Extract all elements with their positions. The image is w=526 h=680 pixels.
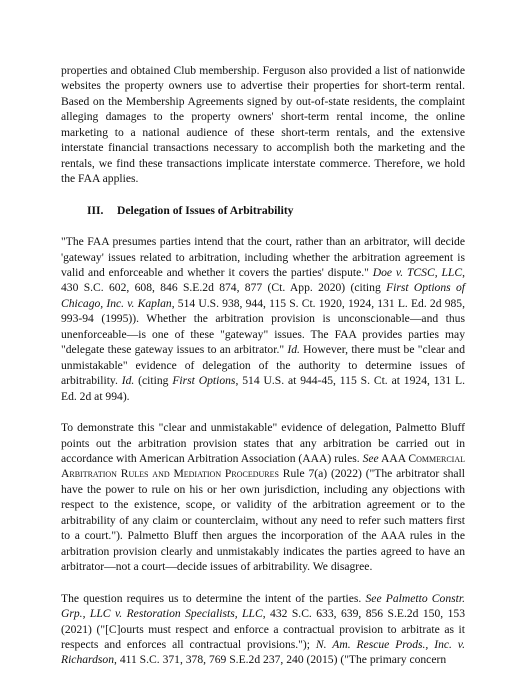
section-heading xyxy=(61,203,465,218)
paragraph-2 xyxy=(61,234,465,404)
text-run: AAA xyxy=(378,451,409,465)
citation-signal: See xyxy=(362,451,379,465)
text-run: To demonstrate this "clear and unmistakable" evidence of delegation, Palmetto Bluff points out the arbitration provision states that any arbitration be carried out in accordance with American Arbitration Association (AAA) rules. xyxy=(61,421,465,465)
paragraph-3 xyxy=(61,420,465,575)
text-run: However, there must be "clear and unmistakable" evidence of delegation of the authority to determine issues of arbitrability. xyxy=(61,343,465,388)
paragraph-4 xyxy=(61,591,465,668)
spacer xyxy=(61,218,465,234)
text-run: The question requires us to determine the intent of the parties. xyxy=(61,591,366,605)
case-citation: Doe v. TCSC, LLC xyxy=(372,265,463,279)
citation-signal: Id. xyxy=(121,374,135,388)
case-citation: First Options of Chicago, Inc. v. Kaplan xyxy=(61,281,465,310)
case-citation: See Palmetto Constr. Grp., LLC v. Restoration Specialists, LLC xyxy=(61,591,465,621)
text-run: (citing xyxy=(134,374,173,388)
case-citation: N. Am. Rescue Prods., Inc. v. Richardson xyxy=(61,637,465,667)
section-number: III. xyxy=(87,203,104,217)
text-run: , 514 U.S. 938, 944, 115 S. Ct. 1920, 1924, 131 L. Ed. 2d 985, 993-94 (1995)). Whether the arbitration provision is unconscionable—and thus unenforceable—is one of these "gateway" issues. The FAA provides parties may "delegate these gateway issues to an arbitrator." xyxy=(61,296,465,357)
text-run: "The FAA presumes parties intend that the court, rather than an arbitrator, will decide 'gateway' issues related to arbitration, including whether the arbitration agreement is valid and enforceable and whether it covers the parties' dispute." xyxy=(61,235,465,279)
spacer xyxy=(61,404,465,420)
paragraph-1: properties and obtained Club membership. Ferguson also provided a list of nationwide websites the property owners use to advertise their properties for short-term rental. Based on the Membership Agreements signed by out-of-state residents, the complaint alleging damages to the property owners' short-term rental income, the online marketing to a national audience of these short-term rentals, and the extensive interstate financial transactions necessary to accomplish both the marketing and the rentals, we find these transactions implicate interstate commerce. Therefore, we hold the FAA applies. xyxy=(61,64,465,186)
spacer xyxy=(61,575,465,591)
rules-title: Commercial Arbitration Rules and Mediation Procedures xyxy=(61,451,465,481)
section-title: Delegation of Issues of Arbitrability xyxy=(117,203,294,217)
case-citation: First Options xyxy=(172,374,236,388)
text-run: , 432 S.C. 633, 639, 856 S.E.2d 150, 153 (2021) ("[C]ourts must respect and enforce a contractual provision to arbitrate as it respects and enforces all contractual provisions."); xyxy=(61,607,465,651)
text-run: , 430 S.C. 602, 608, 846 S.E.2d 874, 877 (Ct. App. 2020) (citing xyxy=(61,265,466,295)
citation-signal: Id. xyxy=(287,343,300,357)
text-run: Rule 7(a) (2022) ("The arbitrator shall have the power to rule on his or her own jurisdiction, including any objections with respect to the existence, scope, or validity of the arbitration agreement or to the arbitrability of any claim or counterclaim, without any need to refer such matters first to a court."). Palmetto Bluff then argues the incorporation of the AAA rules in the arbitration provision clearly and unmistakably indicates the parties agreed to have an arbitrator—not a court—decide issues of arbitrability. We disagree. xyxy=(61,467,465,574)
text-run: , 411 S.C. 371, 378, 769 S.E.2d 237, 240 (2015) ("The primary concern xyxy=(114,653,447,667)
text-run: , 514 U.S. at 944-45, 115 S. Ct. at 1924, 131 L. Ed. 2d at 994). xyxy=(61,374,465,403)
spacer xyxy=(61,187,465,203)
